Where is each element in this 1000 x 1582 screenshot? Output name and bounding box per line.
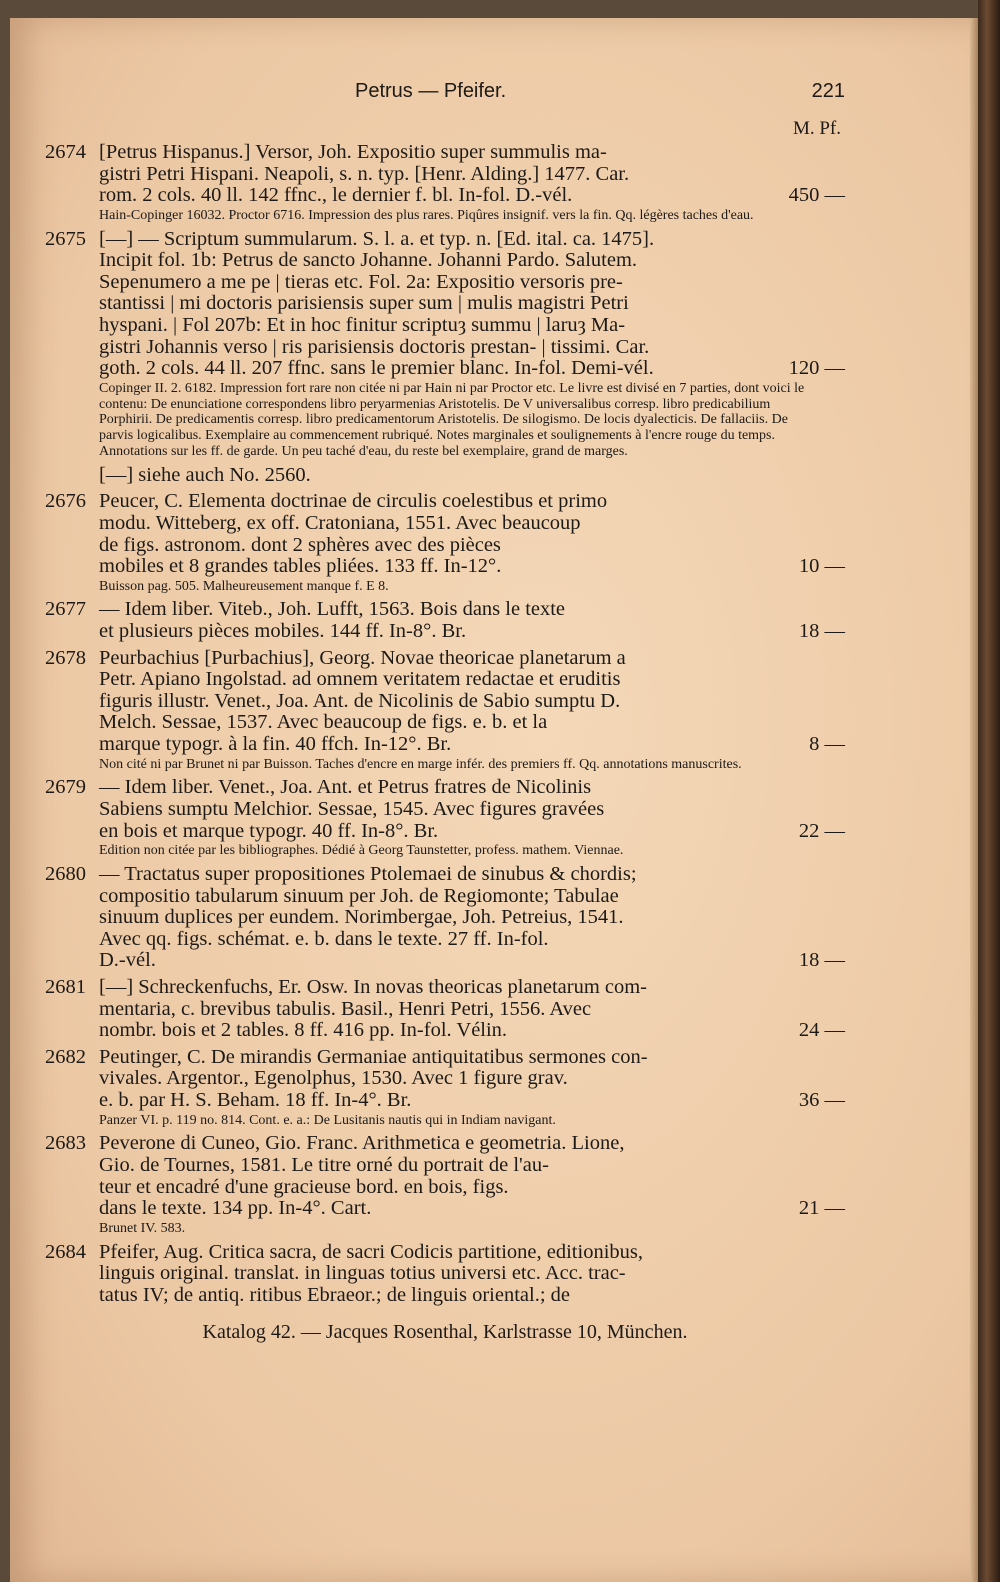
entry-line: en bois et marque typogr. 40 ff. In-8°. Br. [99, 819, 439, 842]
entry-gap [45, 1306, 845, 1311]
entry-price: 18 — [798, 949, 845, 972]
entry-line: teur et encadré d'une gracieuse bord. en bois, figs. [99, 1175, 509, 1198]
entry-line: Pfeifer, Aug. Critica sacra, de sacri Codicis partitione, editionibus, [99, 1240, 643, 1263]
page-content [45, 80, 845, 1344]
price-column-header: M. Pf. [792, 118, 841, 139]
book-spine [978, 0, 1000, 1582]
entry-line: sinuum duplices per eundem. Norimbergae, Joh. Petreius, 1541. [99, 906, 624, 929]
entry-price: 36 — [798, 1088, 845, 1111]
entry-number: 2676 [45, 490, 86, 513]
entry-number: 2675 [45, 227, 86, 250]
entry-number: 2680 [45, 863, 86, 886]
entry-description [99, 1133, 783, 1219]
entry-price: 120 — [788, 357, 845, 380]
entry-description [99, 977, 783, 1042]
catalog-entry [45, 1047, 845, 1129]
entry-price: 24 — [798, 1019, 845, 1042]
page-footer: Katalog 42. — Jacques Rosenthal, Karlstrasse 10, München. [202, 1321, 688, 1344]
entry-number: 2683 [45, 1132, 86, 1155]
entry-price: 21 — [798, 1197, 845, 1220]
entry-line: — Tractatus super propositiones Ptolemaei de sinubus & chordis; [99, 863, 637, 886]
entry-price: 10 — [798, 555, 845, 578]
catalog-entry [45, 599, 845, 642]
entry-line: de figs. astronom. dont 2 sphères avec des pièces [99, 533, 501, 556]
entry-line: Melch. Sessae, 1537. Avec beaucoup de figs. e. b. et la [99, 711, 548, 734]
entry-line: — Idem liber. Venet., Joa. Ant. et Petrus fratres de Nicolinis [99, 776, 592, 799]
entry-description [99, 142, 783, 207]
entry-description [99, 1047, 783, 1112]
catalog-entry [45, 465, 845, 487]
entry-description [99, 465, 783, 487]
entry-line: D.-vél. [99, 949, 156, 972]
entry-number [45, 465, 99, 487]
entry-line: mobiles et 8 grandes tables pliées. 133 ff. In-12°. [99, 555, 502, 578]
entry-number: 2677 [45, 598, 86, 621]
entry-price: 22 — [798, 819, 845, 842]
entry-line: Peverone di Cuneo, Gio. Franc. Arithmetica e geometria. Lione, [99, 1132, 625, 1155]
entry-price: 18 — [798, 620, 845, 643]
entry-line: dans le texte. 134 pp. In-4°. Cart. [99, 1197, 372, 1220]
entry-line: figuris illustr. Venet., Joa. Ant. de Nicolinis de Sabio sumptu D. [99, 689, 621, 712]
catalog-entry [45, 977, 845, 1042]
catalog-entry [45, 229, 845, 460]
entry-number: 2681 [45, 975, 86, 998]
entry-line: Peurbachius [Purbachius], Georg. Novae theoricae planetarum a [99, 646, 626, 669]
entry-description [99, 229, 783, 380]
entry-line: Peucer, C. Elementa doctrinae de circulis coelestibus et primo [99, 490, 608, 513]
entry-line: Avec qq. figs. schémat. e. b. dans le texte. 27 ff. In-fol. [99, 927, 549, 950]
entry-line: et plusieurs pièces mobiles. 144 ff. In-8°. Br. [99, 620, 467, 643]
page-edge [970, 18, 978, 1582]
catalog-entry [45, 491, 845, 594]
entry-number: 2674 [45, 141, 86, 163]
entry-note: Brunet IV. 583. [99, 1220, 186, 1236]
entry-line: stantissi | mi doctoris parisiensis super sum | mulis magistri Petri [99, 292, 629, 315]
catalog-entry [45, 142, 845, 224]
entry-line: tatus IV; de antiq. ritibus Ebraeor.; de linguis oriental.; de [99, 1283, 571, 1306]
entry-line: mentaria, c. brevibus tabulis. Basil., Henri Petri, 1556. Avec [99, 997, 592, 1020]
entry-number: 2679 [45, 776, 86, 799]
entry-line: [—] Schreckenfuchs, Er. Osw. In novas theoricas planetarum com- [99, 975, 648, 998]
catalog-entry [45, 1242, 845, 1307]
entry-note: Non cité ni par Brunet ni par Buisson. Taches d'encre en marge infér. des premiers ff. Qq. annotations manuscrites. [99, 756, 742, 772]
entry-description [99, 599, 783, 642]
entry-note: Edition non citée par les bibliographes. Dédié à Georg Taunstetter, profess. mathem. Viennae. [99, 843, 624, 859]
entry-note: Panzer VI. p. 119 no. 814. Cont. e. a.: De Lusitanis nautis qui in Indiam navigant. [99, 1112, 556, 1128]
running-header [45, 80, 845, 112]
entry-note: Hain-Copinger 16032. Proctor 6716. Impression des plus rares. Piqûres insignif. vers la fin. Qq. légères taches d'eau. [99, 207, 754, 223]
entry-description [99, 777, 783, 842]
entry-line: [Petrus Hispanus.] Versor, Joh. Expositio super summulis ma- [99, 141, 607, 163]
catalog-entry [45, 864, 845, 972]
catalog-entry [45, 648, 845, 773]
entry-line: goth. 2 cols. 44 ll. 207 ffnc. sans le premier blanc. In-fol. Demi-vél. [99, 357, 654, 380]
entry-description [99, 648, 783, 756]
entry-line: nombr. bois et 2 tables. 8 ff. 416 pp. In-fol. Vélin. [99, 1019, 508, 1042]
entry-line: — Idem liber. Viteb., Joh. Lufft, 1563. Bois dans le texte [99, 598, 566, 621]
entry-number: 2682 [45, 1045, 86, 1068]
entry-note: Copinger II. 2. 6182. Impression fort rare non citée ni par Hain ni par Proctor etc. Le livre est divisé en 7 parties, dont voici le contenu: De enunciatione correspondens libro peryarmenias Aristotelis. De V universalibus corresp. libro predicabilium Porphirii. De predicamentis corresp. libro predicamentorum Aristotelis. De silogismo. De locis dyalecticis. De fallaciis. De parvis logicalibus. Exemplaire au commencement rubriqué. Notes marginales et soulignements à l'encre rouge du temps. Annotations sur les ff. de garde. Un peu taché d'eau, du reste bel exemplaire, grand de marges. [99, 380, 805, 459]
entry-line: Sepenumero a me pe | tieras etc. Fol. 2a: Expositio versoris pre- [99, 270, 623, 293]
entry-description [99, 491, 783, 577]
entry-line: [—] — Scriptum summularum. S. l. a. et typ. n. [Ed. ital. ca. 1475]. [99, 227, 655, 250]
entry-line: Gio. de Tournes, 1581. Le titre orné du portrait de l'au- [99, 1153, 549, 1176]
entry-price: 8 — [809, 733, 845, 756]
entry-line: gistri Johannis verso | ris parisiensis doctoris prestan- | tissimi. Car. [99, 335, 650, 358]
entry-line: compositio tabularum sinuum per Joh. de Regiomonte; Tabulae [99, 884, 619, 907]
entry-description [99, 1242, 783, 1307]
entry-line: linguis original. translat. in linguas totius universi etc. Acc. trac- [99, 1262, 626, 1285]
entry-number: 2678 [45, 646, 86, 669]
entry-price: 450 — [788, 184, 845, 207]
entry-line: Incipit fol. 1b: Petrus de sancto Johanne. Johanni Pardo. Salutem. [99, 249, 638, 272]
catalog-entry [45, 777, 845, 859]
entry-line: rom. 2 cols. 40 ll. 142 ffnc., le dernier f. bl. In-fol. D.-vél. [99, 184, 573, 207]
entry-line: marque typogr. à la fin. 40 ffch. In-12°. Br. [99, 733, 452, 756]
entry-line: [—] siehe auch No. 2560. [99, 463, 311, 486]
page-number: 221 [811, 80, 845, 102]
catalog-entry [45, 1133, 845, 1236]
entry-line: vivales. Argentor., Egenolphus, 1530. Avec 1 figure grav. [99, 1067, 568, 1090]
entry-line: Petr. Apiano Ingolstad. ad omnem veritatem redactae et eruditis [99, 668, 621, 691]
running-title: Petrus — Pfeifer. [355, 80, 507, 102]
entry-description [99, 864, 783, 972]
entry-line: hyspani. | Fol 207b: Et in hoc finitur scriptuȝ summu | laruȝ Ma- [99, 313, 626, 336]
entry-number: 2684 [45, 1240, 86, 1263]
entry-line: gistri Petri Hispani. Neapoli, s. n. typ. [Henr. Alding.] 1477. Car. [99, 162, 630, 185]
entry-line: modu. Witteberg, ex off. Cratoniana, 1551. Avec beaucoup [99, 511, 581, 534]
entry-line: Peutinger, C. De mirandis Germaniae antiquitatibus sermones con- [99, 1045, 648, 1068]
entry-note: Buisson pag. 505. Malheureusement manque f. E 8. [99, 578, 389, 594]
entry-line: Sabiens sumptu Melchior. Sessae, 1545. Avec figures gravées [99, 798, 605, 821]
entry-list [45, 142, 845, 1311]
entry-line: e. b. par H. S. Beham. 18 ff. In-4°. Br. [99, 1088, 412, 1111]
